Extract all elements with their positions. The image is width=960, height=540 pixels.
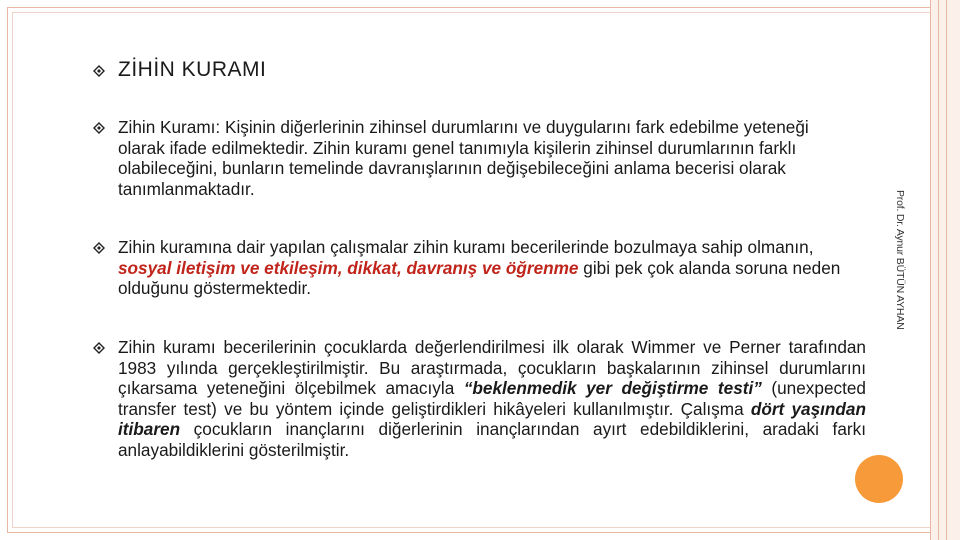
diamond-bullet-icon — [93, 242, 105, 254]
author-vertical-label — [894, 190, 908, 350]
right-decorative-band — [930, 0, 960, 540]
paragraph-studies-text-a: Zihin kuramına dair yapılan çalışmalar zihin kuramı becerilerinde bozulmaya sahip olmanın, — [118, 237, 814, 257]
diamond-bullet-icon — [93, 342, 105, 354]
paragraph-assessment-age: dört yaşından itibaren — [118, 398, 866, 440]
right-rule-2 — [938, 0, 939, 540]
paragraph-studies-highlight: sosyal iletişim ve etkileşim, dikkat, davranış ve öğrenme — [118, 257, 579, 278]
paragraph-studies — [118, 237, 858, 299]
paragraph-assessment-text-a: Zihin kuramı becerilerinin çocuklarda değerlendirilmesi ilk olarak Wimmer ve Perner tarafından 1983 yılında gerçekleştirilmiştir. Bu araştırmada, çocukların başkalarının zihinsel durumlarını çıkarsama yeteneğini ölçebilmek amacıyla — [118, 337, 866, 399]
paragraph-assessment-text-e: çocukların inançlarını diğerlerinin inançlarından ayırt edebildiklerini, aradaki farkı anlayabildiklerini gösterilmiştir. — [118, 419, 866, 460]
right-rule-3 — [946, 0, 947, 540]
diamond-bullet-icon — [93, 122, 105, 134]
page-circle-decoration — [855, 455, 903, 503]
paragraph-assessment-test-name: “beklenmedik yer değiştirme testi” — [463, 378, 762, 399]
paragraph-studies-text-c: gibi pek çok alanda soruna neden olduğunu göstermektedir. — [118, 257, 841, 299]
paragraph-assessment-text-c: (unexpected transfer test) ve bu yöntem içinde geliştirdikleri hikâyeleri kullanılmıştır. Çalışma — [118, 378, 866, 419]
paragraph-definition: Zihin Kuramı: Kişinin diğerlerinin zihinsel durumlarını ve duygularını fark edebilme yeteneği olarak ifade edilmektedir. Zihin kuramı genel tanımıyla kişilerin zihinsel durumlarının farklı olabileceğini, bunların temelinde davranışlarının değişebileceğini anlama becerisi olarak tanımlanmaktadır. — [118, 117, 809, 199]
slide-title: ZİHİN KURAMI — [118, 58, 267, 81]
right-rule-1 — [930, 0, 931, 540]
diamond-bullet-icon — [93, 65, 105, 77]
paragraph-assessment — [118, 337, 866, 461]
author-name: Prof. Dr. Aynur BÜTÜN AYHAN — [894, 190, 906, 330]
